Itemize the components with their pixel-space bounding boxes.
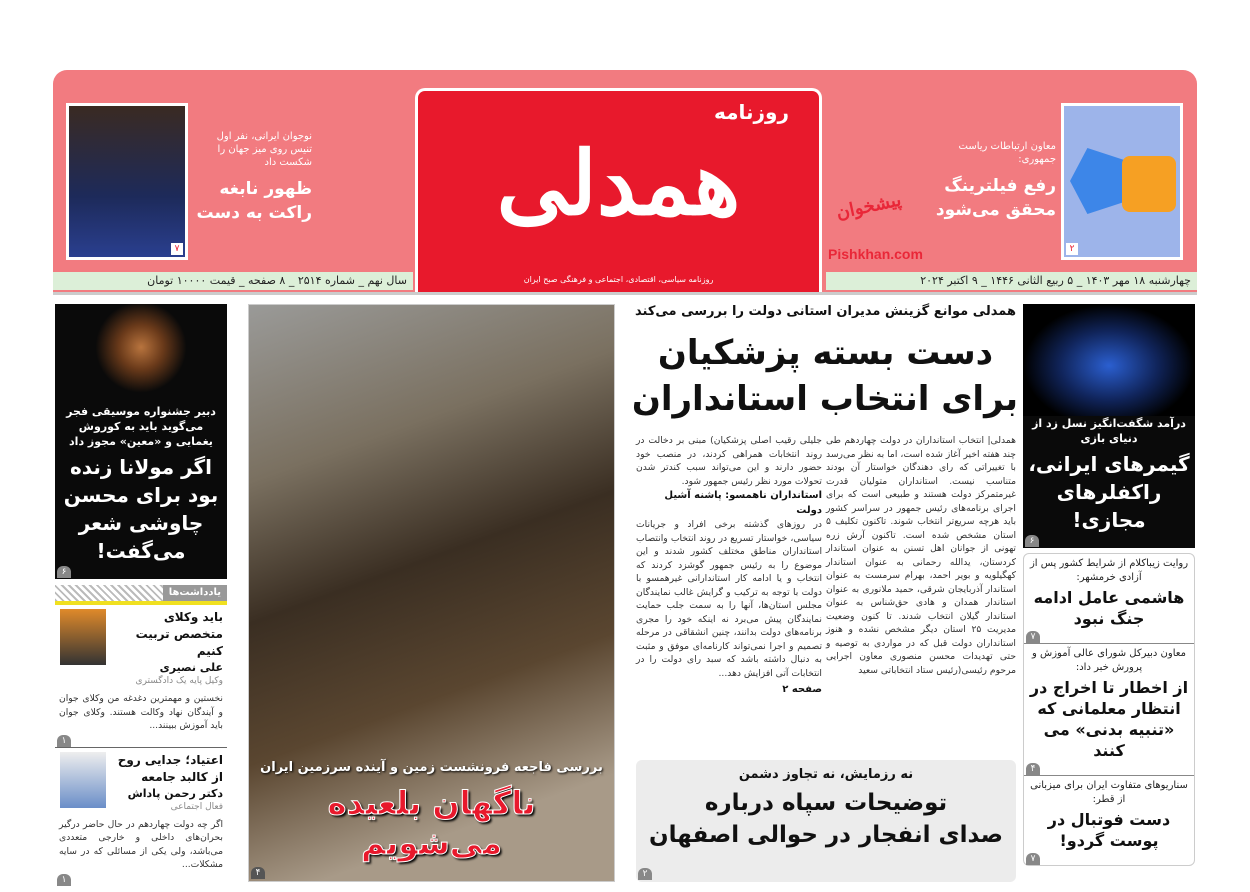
note-title: اعتیاد؛ جدایی روح از کالبد جامعه bbox=[117, 752, 223, 784]
story-kicker: نه رزمایش، نه تجاوز دشمن bbox=[738, 767, 914, 782]
section-title: یادداشت‌ها bbox=[163, 585, 227, 601]
note-item[interactable] bbox=[55, 605, 227, 748]
lead-headline: دست بسته پزشکیان bbox=[657, 333, 994, 373]
teaser-kicker: نوجوان ایرانی، نفر اول تنیس روی میز جهان را شکست داد bbox=[216, 131, 312, 168]
teaser-right[interactable] bbox=[935, 140, 1056, 222]
lock-icon bbox=[1122, 156, 1176, 212]
page-number: ۷ bbox=[171, 243, 183, 255]
page-number: ۶ bbox=[1025, 535, 1039, 547]
lead-kicker: همدلی موانع گزینش مدیران استانی دولت را بررسی می‌کند bbox=[635, 304, 1016, 319]
page-number: ۷ bbox=[1026, 853, 1040, 865]
photo-story-caption bbox=[255, 759, 608, 863]
continued-link[interactable]: صفحه ۲ bbox=[782, 684, 822, 695]
teaser-headline: رفع فیلترینگ bbox=[944, 176, 1056, 196]
logo-name: همدلی bbox=[496, 131, 741, 235]
watermark: پیشخوان bbox=[834, 189, 904, 224]
lead-column-left bbox=[636, 434, 822, 697]
lead-body: جلیلی رقیب اصلی پزشکیان) مبنی بر دخالت در روند انتخابات همراهی کردند، در منصب خود حضور دارند و این می‌تواند سبب کندتر شدن تحولات مورد نظر رئیس جمهور شود. bbox=[636, 435, 822, 487]
note-author: دکتر رحمن پاداش bbox=[127, 786, 223, 800]
story-kicker: دبیر جشنواره موسیقی فجر می‌گوید باید به کوروش یغمایی و «معین» مجوز داد bbox=[66, 405, 216, 448]
news-item[interactable] bbox=[1024, 554, 1194, 644]
date-line: چهارشنبه ۱۸ مهر ۱۴۰۳ _ ۵ ربیع الثانی ۱۴۴۶ _ ۹ اکتبر ۲۰۲۴ bbox=[826, 272, 1197, 290]
lead-story[interactable] bbox=[633, 302, 1018, 422]
story-gamers[interactable] bbox=[1023, 304, 1195, 548]
teaser-left[interactable] bbox=[192, 130, 312, 225]
page-number: ۲ bbox=[1066, 243, 1078, 255]
page-number: ۱ bbox=[57, 874, 71, 886]
left-column bbox=[55, 304, 227, 886]
watermark-url: Pishkhan.com bbox=[828, 246, 923, 262]
portrait-photo bbox=[55, 304, 227, 400]
page-number: ۷ bbox=[1026, 631, 1040, 643]
issue-info: سال نهم _ شماره ۲۵۱۴ _ ۸ صفحه _ قیمت ۱۰۰۰۰ تومان bbox=[53, 272, 413, 290]
gamepad-photo bbox=[1023, 304, 1195, 416]
story-kicker: بررسی فاجعه فرونشست زمین و آینده سرزمین ایران bbox=[260, 760, 603, 775]
page-number: ۴ bbox=[1026, 763, 1040, 775]
newspaper-logo[interactable] bbox=[415, 88, 822, 292]
notes-list bbox=[55, 605, 227, 886]
page-number: ۴ bbox=[251, 867, 265, 879]
news-kicker: سناریوهای متفاوت ایران برای میزبانی از قطر: bbox=[1030, 780, 1188, 805]
note-role: فعال اجتماعی bbox=[170, 801, 223, 812]
news-headline: دست فوتبال در پوست گردو! bbox=[1047, 810, 1171, 850]
news-item[interactable] bbox=[1024, 644, 1194, 776]
masthead-subtitle: روزنامه سیاسی، اقتصادی، اجتماعی و فرهنگی صبح ایران bbox=[523, 275, 714, 284]
story-music-festival[interactable] bbox=[55, 304, 227, 579]
note-item[interactable] bbox=[55, 748, 227, 886]
story-headline: صدای انفجار در حوالی اصفهان bbox=[649, 822, 1003, 848]
news-headline: از اخطار تا اخراج در انتظار معلمانی که «تنبیه بدنی» می کنند bbox=[1029, 678, 1189, 760]
note-excerpt: نخستین و مهمترین دغدغه من وکلای جوان و آیندگان نهاد وکالت هستند. وکلای جوان باید آموزش ببینند... bbox=[59, 693, 223, 731]
teaser-photo-table-tennis[interactable] bbox=[66, 103, 188, 260]
lead-body: در روزهای گذشته برخی افراد و جریانات سیاسی، خواستار تسریع در روند انتخاب وانتصاب استانداران مناطق مختلف کشور شدند و این موضوع را به رئیس جمهور گوشزد کردند که انتخاب و یا ادامه کار استاندارانی غیرهمسو با دولت با توجه به ترکیب و گرایش غالب نمایندگان مجلس استان‌ها، آنها را به سمت جلب حمایت نمایندگان پیش می‌برد نه اینکه خود را مجری برنامه‌های دولت بدانند، چنین انشقاقی در مرحله تصمیم و اجرا نمی‌تواند کارنامه‌ای موفق و مثبت به دنبال داشته باشد که سبد رای دولت را در انتخابات آتی افزایش دهد... bbox=[636, 519, 822, 679]
story-kicker: درآمد شگفت‌انگیز نسل زد از دنیای بازی bbox=[1032, 417, 1186, 445]
teaser-headline: محقق می‌شود bbox=[935, 200, 1056, 220]
shield-icon bbox=[1070, 148, 1128, 214]
note-title: باید وکلای متخصص تربیت کنیم bbox=[135, 610, 223, 658]
author-photo bbox=[60, 609, 106, 665]
lead-subhead: استانداران ناهمسو: پاشنه آشیل دولت bbox=[664, 490, 822, 516]
lead-column-right: همدلی| انتخاب استانداران در دولت چهاردهم طی چند هفته اخیر آغاز شده است، اما به نظر می‌رسد با تغییراتی که رای دهندگان خواستار آن بودند متناسب نیست. استانداران متولیان قدرت غیرمتمرکز دولت هستند و طبیعی است که برای اجرای برنامه‌های رئیس جمهور در سراسر کشور باید هرچه سریع‌تر انتخاب شوند. تاکنون تکلیف ۵ استان مشخص شده است. تاکنون آرش زره تهونی از جوانان اهل تسنن به عنوان استاندار کردستان، یدالله رحمانی به عنوان استاندار کهگیلویه و بویر احمد، بهرام سرمست به عنوان استاندار آذربایجان شرقی، حمید ملانوری به عنوان استاندار همدان و هادی حق‌شناس به عنوان استاندار گیلان انتخاب شدند. تا کنون وضعیت مدیریت ۲۵ استان دیگر مشخص نشده و هنوز استانداران دولت قبل که در مواردی به توصیه و حتی تهدیدات محسن منصوری معاون اجرایی مرحوم رئیسی(رئیس ستاد انتخاباتی سعید bbox=[826, 435, 1016, 676]
right-column bbox=[1023, 304, 1195, 866]
teaser-photo-lock[interactable] bbox=[1061, 103, 1183, 260]
note-excerpt: اگر چه دولت چهاردهم در حال حاضر درگیر بحران‌های داخلی و خارجی متعددی می‌باشد، ولی یکی از مسائلی که در سایه مشکلات... bbox=[59, 818, 223, 870]
news-kicker: معاون دبیرکل شورای عالی آموزش و پرورش خبر داد: bbox=[1032, 648, 1186, 673]
story-headline: توضیحات سپاه درباره bbox=[704, 790, 948, 816]
teaser-headline: ظهور نابغه bbox=[219, 179, 312, 199]
logo-prefix: روزنامه bbox=[714, 100, 789, 124]
note-role: وکیل پایه یک دادگستری bbox=[135, 676, 223, 686]
notes-header bbox=[55, 585, 227, 605]
teaser-kicker: معاون ارتباطات ریاست جمهوری: bbox=[958, 141, 1056, 165]
divider bbox=[53, 292, 1197, 295]
story-headline: اگر مولانا زنده بود برای محسن چاوشی شعر می‌گفت! bbox=[63, 455, 219, 563]
teaser-headline: راکت به دست bbox=[196, 203, 312, 223]
page-number: ۲ bbox=[638, 868, 652, 880]
news-item[interactable] bbox=[1024, 776, 1194, 865]
author-photo bbox=[60, 752, 106, 808]
lead-headline: برای انتخاب استانداران bbox=[631, 379, 1018, 419]
story-headline: گیمرهای ایرانی، راکفلرهای مجازی! bbox=[1028, 452, 1190, 532]
story-isfahan[interactable] bbox=[636, 760, 1016, 882]
news-headline: هاشمی عامل ادامه جنگ نبود bbox=[1033, 588, 1185, 628]
note-author: علی نصیری bbox=[159, 661, 223, 674]
news-kicker: روایت زیباکلام از شرایط کشور پس از آزادی خرمشهر: bbox=[1029, 558, 1189, 583]
story-headline: ناگهان بلعیده می‌شویم bbox=[327, 784, 536, 862]
right-news-list bbox=[1023, 553, 1195, 866]
page-number: ۱ bbox=[57, 735, 71, 747]
page-number: ۶ bbox=[57, 566, 71, 578]
photo-story-sinkhole[interactable] bbox=[248, 304, 615, 882]
